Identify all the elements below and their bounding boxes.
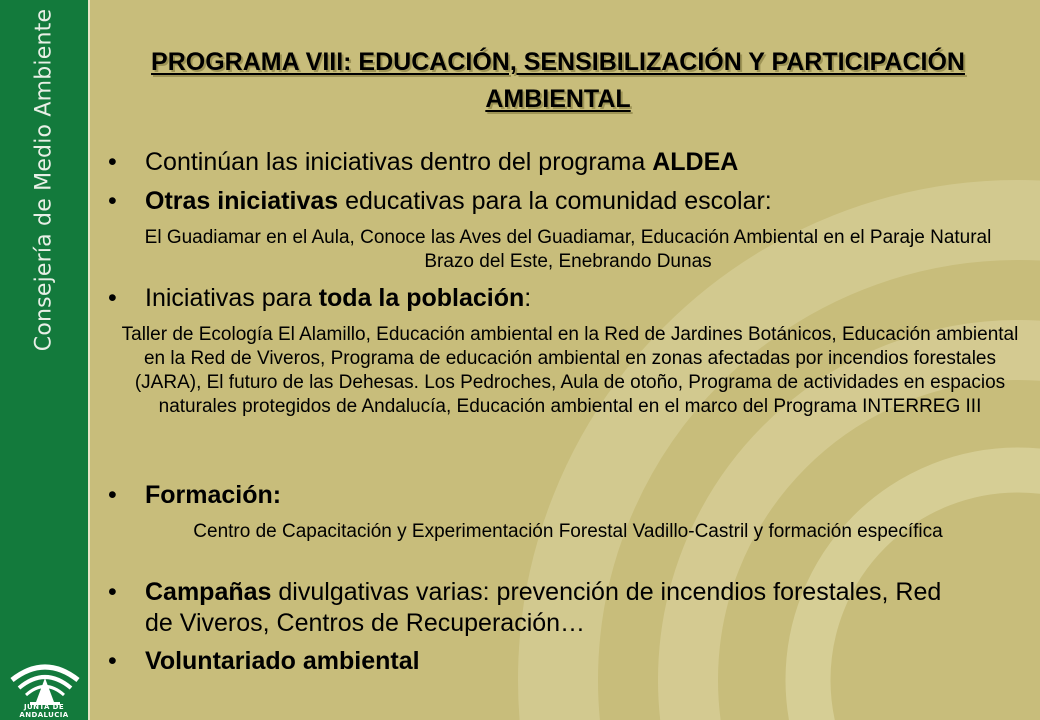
sub-text: El Guadiamar en el Aula, Conoce las Aves del Guadiamar, Educación Ambiental en el Paraje Natural Brazo del Este, Enebrando Dunas (144, 227, 992, 272)
slide-content (88, 0, 1040, 720)
bullet-item: • Voluntariado ambiental (108, 647, 420, 675)
bullet-dot-icon: • (108, 647, 117, 675)
bullet-item: • Otras iniciativas educativas para la comunidad escolar: (108, 187, 772, 215)
slide-title: PROGRAMA VIII: EDUCACIÓN, SENSIBILIZACIÓN Y PARTICIPACIÓN AMBIENTAL (151, 48, 965, 113)
bullet-item: • Continúan las iniciativas dentro del programa ALDEA (108, 148, 739, 176)
bullet-item: • Campañas divulgativas varias: prevención de incendios forestales, Red de Viveros, Centros de Recuperación… (108, 578, 942, 637)
bullet-dot-icon: • (108, 148, 117, 176)
bullet-dot-icon: • (108, 481, 117, 509)
bullet-dot-icon: • (108, 578, 117, 606)
bullet-dot-icon: • (108, 187, 117, 215)
sidebar-vertical-text: Consejería de Medio Ambiente (31, 8, 57, 352)
bullet-item: • Iniciativas para toda la población: (108, 284, 532, 312)
logo-caption: JUNTA DE ANDALUCIA (19, 703, 69, 719)
bullet-dot-icon: • (108, 284, 117, 312)
bullet-item: • Formación: (108, 481, 282, 509)
sub-text: Taller de Ecología El Alamillo, Educación ambiental en la Red de Jardines Botánicos, Educación ambiental en la Red de Viveros, Programa de educación ambiental en zonas afectadas por incendios forestales (JARA), El futuro de las Dehesas. Los Pedroches, Aula de otoño, Programa de actividades en espacios naturales protegidos de Andalucía, Educación ambiental en el marco del Programa INTERREG III (121, 324, 1019, 417)
sub-text: Centro de Capacitación y Experimentación Forestal Vadillo-Castril y formación específica (193, 521, 943, 542)
sidebar (0, 0, 90, 720)
